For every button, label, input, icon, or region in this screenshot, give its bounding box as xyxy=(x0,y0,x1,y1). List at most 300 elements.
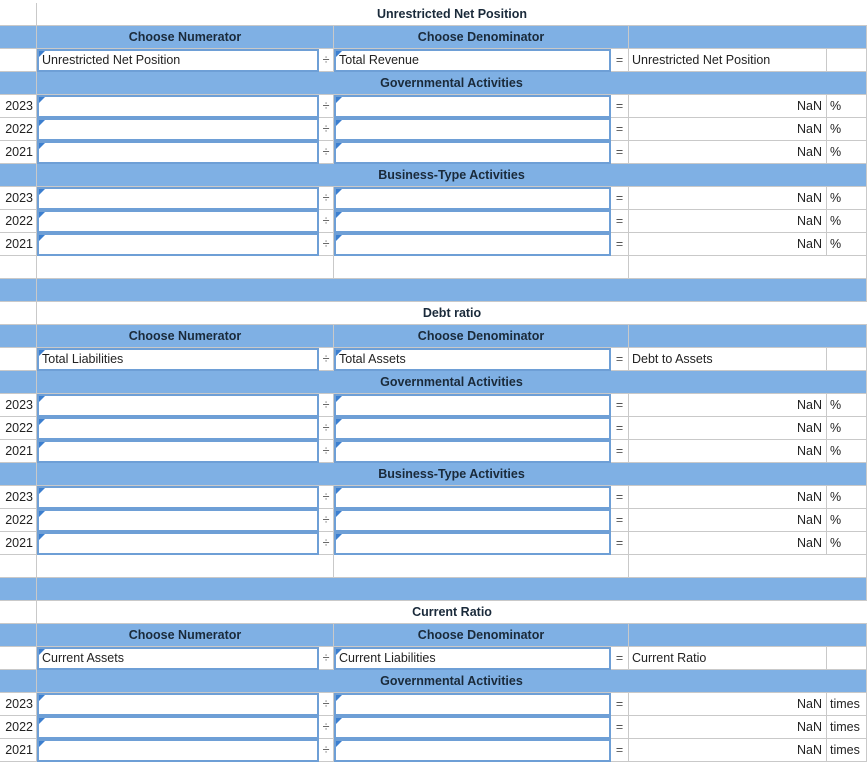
dropdown-marker-icon xyxy=(39,488,45,494)
year-text: 2022 xyxy=(5,214,33,228)
dropdown-marker-icon xyxy=(336,534,342,540)
numerator-header xyxy=(37,26,334,49)
dropdown-marker-icon xyxy=(39,189,45,195)
numerator-amount-input[interactable] xyxy=(37,509,319,532)
dropdown-marker-icon xyxy=(39,534,45,540)
result-label xyxy=(629,49,827,72)
denominator-header xyxy=(334,26,629,49)
year-label xyxy=(0,739,37,762)
divide-icon: ÷ xyxy=(322,444,330,458)
result-unit xyxy=(827,233,867,256)
header-corner xyxy=(0,26,37,49)
divide-icon: ÷ xyxy=(322,720,330,734)
group-title-text: Business-Type Activities xyxy=(378,467,525,481)
denominator-amount-input[interactable] xyxy=(334,440,611,463)
year-label xyxy=(0,716,37,739)
result-value-text: NaN xyxy=(796,237,822,251)
unit-text: % xyxy=(830,490,842,504)
result-value xyxy=(629,118,827,141)
denominator-amount-input[interactable] xyxy=(334,693,611,716)
group-corner xyxy=(0,371,37,394)
equals-icon: = xyxy=(615,513,624,527)
year-cell-empty xyxy=(0,49,37,72)
numerator-amount-input[interactable] xyxy=(37,233,319,256)
denominator-select[interactable] xyxy=(334,49,611,72)
year-text: 2023 xyxy=(5,191,33,205)
numerator-header xyxy=(37,624,334,647)
divide-sign xyxy=(319,486,334,509)
year-label xyxy=(0,233,37,256)
unit-cell-empty xyxy=(827,647,867,670)
spacer-cell xyxy=(0,578,37,601)
group-corner xyxy=(0,72,37,95)
year-label xyxy=(0,118,37,141)
group-header xyxy=(37,164,867,187)
numerator-amount-input[interactable] xyxy=(37,532,319,555)
equals-icon: = xyxy=(615,53,624,67)
result-value xyxy=(629,394,827,417)
dropdown-marker-icon xyxy=(336,396,342,402)
numerator-amount-input[interactable] xyxy=(37,739,319,762)
dropdown-marker-icon xyxy=(39,120,45,126)
dropdown-marker-icon xyxy=(336,718,342,724)
spacer-cell xyxy=(0,555,37,578)
unit-text: times xyxy=(830,743,860,757)
dropdown-marker-icon xyxy=(39,212,45,218)
year-label xyxy=(0,95,37,118)
dropdown-marker-icon xyxy=(336,695,342,701)
divide-sign xyxy=(319,348,334,371)
result-value-text: NaN xyxy=(796,490,822,504)
unit-text: % xyxy=(830,99,842,113)
result-header xyxy=(629,624,867,647)
unit-text: times xyxy=(830,697,860,711)
result-unit xyxy=(827,210,867,233)
year-text: 2021 xyxy=(5,743,33,757)
denominator-header xyxy=(334,325,629,348)
divide-icon: ÷ xyxy=(322,352,330,366)
section-title-text: Current Ratio xyxy=(412,605,492,619)
section-title xyxy=(37,302,867,325)
unit-text: % xyxy=(830,145,842,159)
result-unit xyxy=(827,486,867,509)
equals-icon: = xyxy=(615,214,624,228)
divide-sign xyxy=(319,716,334,739)
equals-icon: = xyxy=(615,651,624,665)
dropdown-marker-icon xyxy=(39,419,45,425)
divide-icon: ÷ xyxy=(322,421,330,435)
year-label xyxy=(0,509,37,532)
result-unit xyxy=(827,95,867,118)
equals-sign xyxy=(611,118,629,141)
divide-icon: ÷ xyxy=(322,99,330,113)
divide-sign xyxy=(319,509,334,532)
result-value-text: NaN xyxy=(796,536,822,550)
result-value-text: NaN xyxy=(796,398,822,412)
divide-icon: ÷ xyxy=(322,743,330,757)
result-value-text: NaN xyxy=(796,122,822,136)
equals-icon: = xyxy=(615,99,624,113)
unit-text: % xyxy=(830,214,842,228)
result-value xyxy=(629,141,827,164)
group-corner xyxy=(0,164,37,187)
result-value-text: NaN xyxy=(796,191,822,205)
group-header xyxy=(37,72,867,95)
dropdown-marker-icon xyxy=(336,511,342,517)
equals-icon: = xyxy=(615,444,624,458)
unit-text: % xyxy=(830,191,842,205)
equals-sign xyxy=(611,233,629,256)
year-label xyxy=(0,417,37,440)
section-title xyxy=(37,601,867,624)
equals-icon: = xyxy=(615,145,624,159)
dropdown-marker-icon xyxy=(336,419,342,425)
result-value xyxy=(629,693,827,716)
result-value xyxy=(629,486,827,509)
result-value-text: NaN xyxy=(796,513,822,527)
result-unit xyxy=(827,118,867,141)
divide-icon: ÷ xyxy=(322,145,330,159)
numerator-amount-input[interactable] xyxy=(37,141,319,164)
equals-sign xyxy=(611,49,629,72)
dropdown-marker-icon xyxy=(336,741,342,747)
divide-sign xyxy=(319,693,334,716)
equals-icon: = xyxy=(615,743,624,757)
divide-icon: ÷ xyxy=(322,697,330,711)
unit-text: % xyxy=(830,536,842,550)
equals-icon: = xyxy=(615,697,624,711)
equals-icon: = xyxy=(615,191,624,205)
denominator-amount-input[interactable] xyxy=(334,486,611,509)
group-title-text: Governmental Activities xyxy=(380,375,523,389)
unit-text: % xyxy=(830,444,842,458)
result-label-text: Debt to Assets xyxy=(632,352,713,366)
unit-text: % xyxy=(830,122,842,136)
denominator-amount-input[interactable] xyxy=(334,394,611,417)
dropdown-marker-icon xyxy=(39,396,45,402)
divide-sign xyxy=(319,118,334,141)
spacer-cell xyxy=(37,256,334,279)
result-unit xyxy=(827,440,867,463)
divide-icon: ÷ xyxy=(322,536,330,550)
denominator-select[interactable] xyxy=(334,348,611,371)
spacer-cell xyxy=(0,3,37,26)
result-value-text: NaN xyxy=(796,421,822,435)
group-corner xyxy=(0,463,37,486)
divide-sign xyxy=(319,49,334,72)
result-unit xyxy=(827,417,867,440)
divide-sign xyxy=(319,210,334,233)
equals-sign xyxy=(611,440,629,463)
dropdown-marker-icon xyxy=(336,212,342,218)
divide-sign xyxy=(319,647,334,670)
year-label xyxy=(0,486,37,509)
numerator-amount-input[interactable] xyxy=(37,716,319,739)
denominator-amount-input[interactable] xyxy=(334,233,611,256)
divide-sign xyxy=(319,233,334,256)
denominator-header-text: Choose Denominator xyxy=(417,628,545,642)
result-value-text: NaN xyxy=(796,214,822,228)
unit-text: % xyxy=(830,421,842,435)
result-unit xyxy=(827,739,867,762)
denominator-amount-input[interactable] xyxy=(334,739,611,762)
result-value xyxy=(629,95,827,118)
unit-text: % xyxy=(830,513,842,527)
dropdown-marker-icon xyxy=(336,442,342,448)
numerator-amount-input[interactable] xyxy=(37,486,319,509)
year-label xyxy=(0,141,37,164)
year-text: 2022 xyxy=(5,513,33,527)
spacer-cell xyxy=(334,555,629,578)
dropdown-marker-icon xyxy=(336,189,342,195)
equals-sign xyxy=(611,348,629,371)
result-value-text: NaN xyxy=(796,99,822,113)
numerator-select[interactable] xyxy=(37,49,319,72)
result-unit xyxy=(827,509,867,532)
numerator-amount-input[interactable] xyxy=(37,394,319,417)
result-value-text: NaN xyxy=(796,720,822,734)
year-text: 2023 xyxy=(5,697,33,711)
year-text: 2022 xyxy=(5,421,33,435)
year-text: 2021 xyxy=(5,237,33,251)
result-header xyxy=(629,26,867,49)
divide-sign xyxy=(319,440,334,463)
equals-icon: = xyxy=(615,122,624,136)
divide-sign xyxy=(319,95,334,118)
numerator-select-value: Current Assets xyxy=(42,651,124,665)
dropdown-marker-icon xyxy=(39,511,45,517)
dropdown-marker-icon xyxy=(336,97,342,103)
result-unit xyxy=(827,716,867,739)
numerator-header-text: Choose Numerator xyxy=(128,628,242,642)
year-cell-empty xyxy=(0,348,37,371)
dropdown-marker-icon xyxy=(39,143,45,149)
spacer-cell xyxy=(629,555,867,578)
divide-sign xyxy=(319,739,334,762)
separator-band xyxy=(37,279,867,302)
numerator-select-value: Unrestricted Net Position xyxy=(42,53,181,67)
dropdown-marker-icon xyxy=(39,718,45,724)
numerator-header-text: Choose Numerator xyxy=(128,329,242,343)
divide-icon: ÷ xyxy=(322,214,330,228)
numerator-header-text: Choose Numerator xyxy=(128,30,242,44)
denominator-amount-input[interactable] xyxy=(334,716,611,739)
divide-sign xyxy=(319,394,334,417)
dropdown-marker-icon xyxy=(39,235,45,241)
group-title-text: Governmental Activities xyxy=(380,76,523,90)
dropdown-marker-icon xyxy=(336,235,342,241)
unit-text: % xyxy=(830,237,842,251)
denominator-header-text: Choose Denominator xyxy=(417,30,545,44)
spacer-cell xyxy=(0,601,37,624)
denominator-amount-input[interactable] xyxy=(334,141,611,164)
year-text: 2021 xyxy=(5,145,33,159)
equals-sign xyxy=(611,647,629,670)
divide-sign xyxy=(319,532,334,555)
result-header xyxy=(629,325,867,348)
denominator-amount-input[interactable] xyxy=(334,532,611,555)
result-value xyxy=(629,417,827,440)
year-label xyxy=(0,532,37,555)
unit-text: % xyxy=(830,398,842,412)
numerator-amount-input[interactable] xyxy=(37,118,319,141)
result-value xyxy=(629,532,827,555)
result-value xyxy=(629,187,827,210)
result-value xyxy=(629,716,827,739)
dropdown-marker-icon xyxy=(39,695,45,701)
year-label xyxy=(0,440,37,463)
spacer-cell xyxy=(0,279,37,302)
separator-band xyxy=(37,578,867,601)
denominator-select[interactable] xyxy=(334,647,611,670)
divide-icon: ÷ xyxy=(322,490,330,504)
numerator-amount-input[interactable] xyxy=(37,440,319,463)
result-unit xyxy=(827,532,867,555)
equals-sign xyxy=(611,739,629,762)
equals-icon: = xyxy=(615,398,624,412)
year-text: 2022 xyxy=(5,720,33,734)
equals-sign xyxy=(611,417,629,440)
denominator-select-value: Total Revenue xyxy=(339,53,419,67)
group-header xyxy=(37,371,867,394)
equals-sign xyxy=(611,532,629,555)
result-unit xyxy=(827,187,867,210)
equals-icon: = xyxy=(615,237,624,251)
result-label-text: Current Ratio xyxy=(632,651,707,665)
denominator-amount-input[interactable] xyxy=(334,187,611,210)
numerator-amount-input[interactable] xyxy=(37,95,319,118)
numerator-header xyxy=(37,325,334,348)
dropdown-marker-icon xyxy=(39,97,45,103)
year-label xyxy=(0,693,37,716)
numerator-amount-input[interactable] xyxy=(37,210,319,233)
dropdown-marker-icon xyxy=(336,488,342,494)
equals-sign xyxy=(611,210,629,233)
section-title-text: Unrestricted Net Position xyxy=(376,7,528,21)
equals-sign xyxy=(611,486,629,509)
equals-sign xyxy=(611,693,629,716)
year-label xyxy=(0,210,37,233)
divide-icon: ÷ xyxy=(322,191,330,205)
equals-icon: = xyxy=(615,421,624,435)
numerator-select[interactable] xyxy=(37,647,319,670)
year-text: 2022 xyxy=(5,122,33,136)
result-unit xyxy=(827,693,867,716)
result-value-text: NaN xyxy=(796,444,822,458)
result-value-text: NaN xyxy=(796,145,822,159)
section-title xyxy=(37,3,867,26)
result-unit xyxy=(827,394,867,417)
divide-icon: ÷ xyxy=(322,513,330,527)
numerator-select[interactable] xyxy=(37,348,319,371)
divide-icon: ÷ xyxy=(322,398,330,412)
year-text: 2023 xyxy=(5,398,33,412)
denominator-header-text: Choose Denominator xyxy=(417,329,545,343)
group-header xyxy=(37,463,867,486)
result-label xyxy=(629,348,827,371)
denominator-amount-input[interactable] xyxy=(334,118,611,141)
result-value xyxy=(629,440,827,463)
dropdown-marker-icon xyxy=(39,741,45,747)
spacer-cell xyxy=(629,256,867,279)
divide-icon: ÷ xyxy=(322,122,330,136)
spacer-cell xyxy=(334,256,629,279)
year-text: 2021 xyxy=(5,536,33,550)
spacer-cell xyxy=(0,256,37,279)
numerator-amount-input[interactable] xyxy=(37,187,319,210)
group-title-text: Governmental Activities xyxy=(380,674,523,688)
year-text: 2023 xyxy=(5,99,33,113)
equals-icon: = xyxy=(615,720,624,734)
equals-sign xyxy=(611,509,629,532)
denominator-header xyxy=(334,624,629,647)
result-value-text: NaN xyxy=(796,697,822,711)
divide-sign xyxy=(319,141,334,164)
year-cell-empty xyxy=(0,647,37,670)
unit-cell-empty xyxy=(827,348,867,371)
result-value xyxy=(629,509,827,532)
numerator-amount-input[interactable] xyxy=(37,693,319,716)
equals-icon: = xyxy=(615,536,624,550)
result-label xyxy=(629,647,827,670)
section-title-text: Debt ratio xyxy=(422,306,482,320)
result-value xyxy=(629,233,827,256)
header-corner xyxy=(0,325,37,348)
result-value xyxy=(629,210,827,233)
year-label xyxy=(0,187,37,210)
equals-sign xyxy=(611,394,629,417)
divide-icon: ÷ xyxy=(322,651,330,665)
denominator-select-value: Total Assets xyxy=(339,352,406,366)
spacer-cell xyxy=(0,302,37,325)
result-value xyxy=(629,739,827,762)
denominator-amount-input[interactable] xyxy=(334,210,611,233)
result-unit xyxy=(827,141,867,164)
unit-cell-empty xyxy=(827,49,867,72)
spacer-cell xyxy=(37,555,334,578)
group-corner xyxy=(0,670,37,693)
equals-sign xyxy=(611,716,629,739)
dropdown-marker-icon xyxy=(336,120,342,126)
unit-text: times xyxy=(830,720,860,734)
equals-sign xyxy=(611,141,629,164)
equals-icon: = xyxy=(615,352,624,366)
dropdown-marker-icon xyxy=(336,143,342,149)
year-label xyxy=(0,394,37,417)
divide-icon: ÷ xyxy=(322,53,330,67)
dropdown-marker-icon xyxy=(39,442,45,448)
denominator-select-value: Current Liabilities xyxy=(339,651,436,665)
equals-sign xyxy=(611,187,629,210)
equals-icon: = xyxy=(615,490,624,504)
group-header xyxy=(37,670,867,693)
result-value-text: NaN xyxy=(796,743,822,757)
year-text: 2023 xyxy=(5,490,33,504)
year-text: 2021 xyxy=(5,444,33,458)
denominator-amount-input[interactable] xyxy=(334,509,611,532)
divide-icon: ÷ xyxy=(322,237,330,251)
equals-sign xyxy=(611,95,629,118)
numerator-select-value: Total Liabilities xyxy=(42,352,124,366)
result-label-text: Unrestricted Net Position xyxy=(632,53,771,67)
denominator-amount-input[interactable] xyxy=(334,417,611,440)
divide-sign xyxy=(319,187,334,210)
numerator-amount-input[interactable] xyxy=(37,417,319,440)
header-corner xyxy=(0,624,37,647)
group-title-text: Business-Type Activities xyxy=(378,168,525,182)
denominator-amount-input[interactable] xyxy=(334,95,611,118)
divide-sign xyxy=(319,417,334,440)
